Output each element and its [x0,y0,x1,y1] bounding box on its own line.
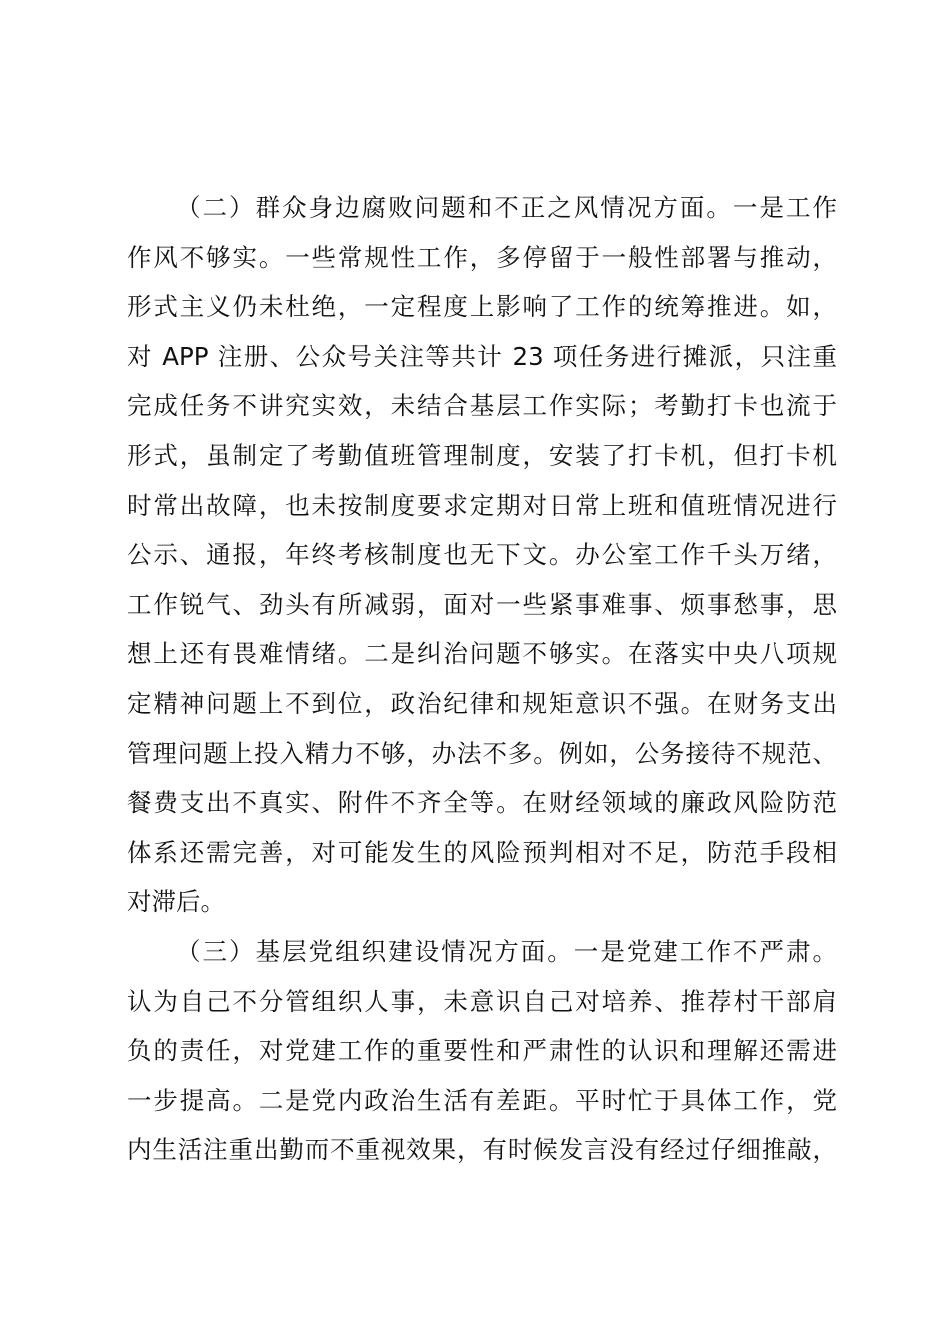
paragraph-line: 认为自己不分管组织人事，未意识自己对培养、推荐村干部肩 [127,986,837,1016]
paragraph-line: 形式，虽制定了考勤值班管理制度，安装了打卡机，但打卡机 [127,440,837,470]
paragraph-line: 作风不够实。一些常规性工作，多停留于一般性部署与推动， [127,242,837,272]
paragraph-section-3 [127,927,837,1175]
paragraph-line: 定精神问题上不到位，政治纪律和规矩意识不强。在财务支出 [127,688,837,718]
paragraph-line: 负的责任，对党建工作的重要性和严肃性的认识和理解还需进 [127,1036,837,1066]
paragraph-line: 体系还需完善，对可能发生的风险预判相对不足，防范手段相 [127,837,837,867]
paragraph-line: 完成任务不讲究实效，未结合基层工作实际；考勤打卡也流于 [127,391,837,421]
paragraph-line: 工作锐气、劲头有所减弱，面对一些紧事难事、烦事愁事，思 [127,589,837,619]
paragraph-line: 公示、通报，年终考核制度也无下文。办公室工作千头万绪， [127,540,837,570]
paragraph-line: 形式主义仍未杜绝，一定程度上影响了工作的统筹推进。如， [127,292,837,322]
paragraph-line: （二）群众身边腐败问题和不正之风情况方面。一是工作 [176,193,837,222]
paragraph-line: 内生活注重出勤而不重视效果，有时候发言没有经过仔细推敲， [127,1135,837,1165]
paragraph-line: 时常出故障，也未按制度要求定期对日常上班和值班情况进行 [127,490,837,520]
paragraph-line: （三）基层党组织建设情况方面。一是党建工作不严肃。 [176,936,837,966]
paragraph-line: 对滞后。 [127,887,225,917]
paragraph-line: 一步提高。二是党内政治生活有差距。平时忙于具体工作，党 [127,1085,837,1115]
paragraph-section-2 [127,183,837,927]
paragraph-line: 想上还有畏难情绪。二是纠治问题不够实。在落实中央八项规 [127,639,837,669]
paragraph-line: 对 APP 注册、公众号关注等共计 23 项任务进行摊派，只注重 [127,341,837,371]
paragraph-line: 管理问题上投入精力不够，办法不多。例如，公务接待不规范、 [127,738,837,768]
paragraph-line: 餐费支出不真实、附件不齐全等。在财经领域的廉政风险防范 [127,788,837,818]
document-body [127,183,837,1175]
